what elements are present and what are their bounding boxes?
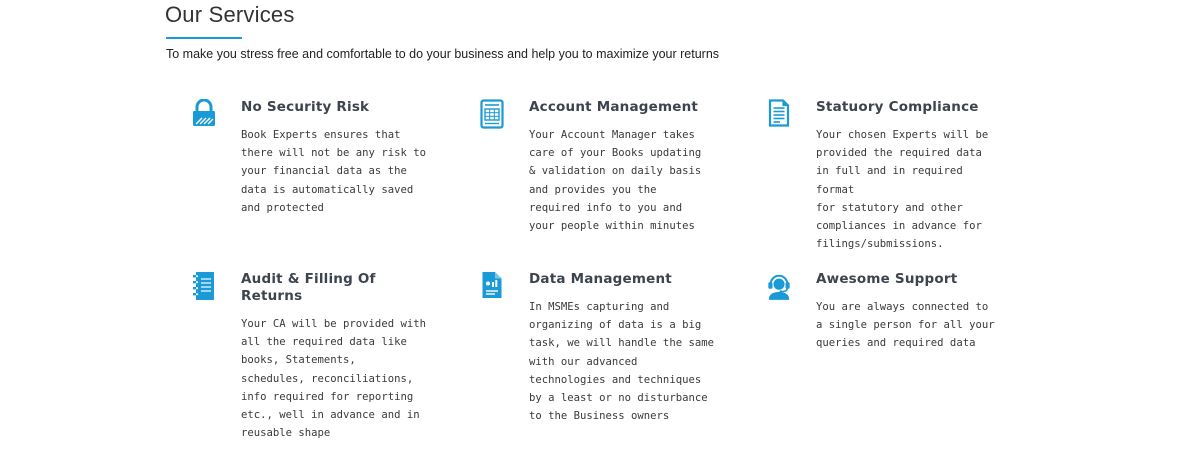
service-title: Statuory Compliance (816, 99, 979, 115)
service-description: Your CA will be provided with all the required data like books, Statements, schedules, reconciliations, info required for reporting etc., well in advance and in reusable shape (241, 318, 426, 440)
service-title: Awesome Support (816, 271, 958, 287)
data-file-icon (479, 271, 505, 299)
service-title: Account Management (529, 99, 699, 115)
service-description: Your chosen Experts will be provided the required data in full and in required format for statutory and other compliances in advance for filings/submissions. (816, 129, 989, 251)
notebook-icon (191, 271, 217, 299)
service-card-data-management (529, 271, 719, 425)
service-title: Audit & Filling Of Returns (241, 271, 376, 304)
lock-icon (191, 99, 217, 127)
service-card-audit (241, 271, 431, 442)
service-card-compliance (816, 99, 1006, 253)
service-description: Book Experts ensures that there will not be any risk to your financial data as the data is automatically saved and protected (241, 129, 426, 214)
service-title: No Security Risk (241, 99, 370, 115)
title-underline (166, 37, 242, 39)
service-card-security (241, 99, 431, 217)
service-description: In MSMEs capturing and organizing of data is a big task, we will handle the same with our advanced technologies and techniques by a least or no disturbance to the Business owners (529, 301, 714, 423)
document-icon (766, 99, 792, 127)
spreadsheet-icon (479, 99, 505, 127)
service-description: You are always connected to a single person for all your queries and required data (816, 301, 995, 350)
service-description: Your Account Manager takes care of your Books updating & validation on daily basis and provides you the required info to you and your people within minutes (529, 129, 702, 233)
section-subtitle: To make you stress free and comfortable to do your business and help you to maximize your returns (166, 47, 720, 61)
support-agent-icon (766, 271, 792, 299)
service-card-support (816, 271, 1006, 353)
section-title: Our Services (165, 2, 295, 27)
service-card-account-management (529, 99, 719, 235)
service-title: Data Management (529, 271, 672, 287)
